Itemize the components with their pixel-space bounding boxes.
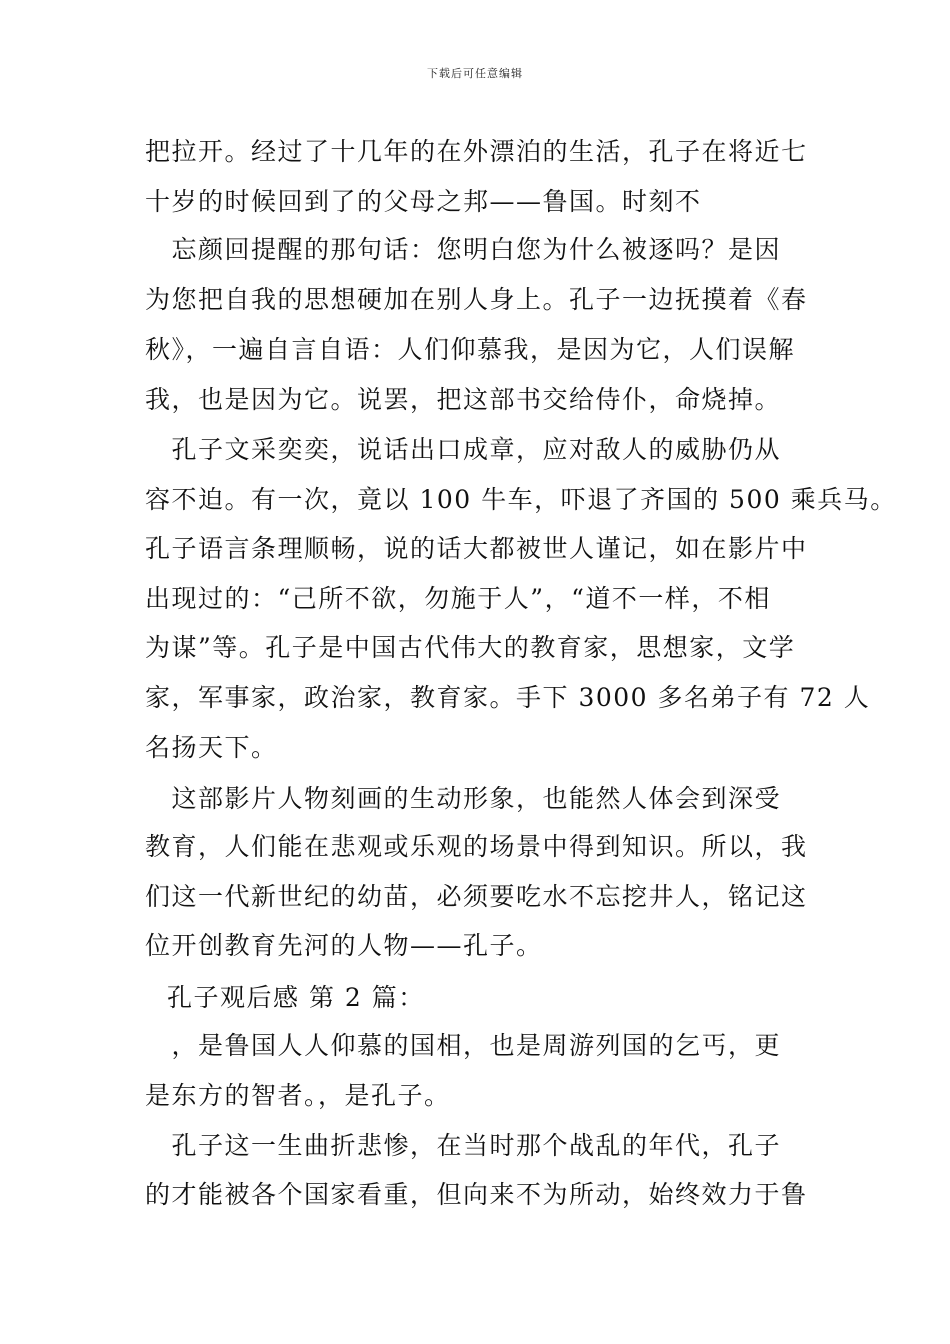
- body-line-13: 名扬天下。: [145, 733, 278, 762]
- body-line-3: 忘颜回提醒的那句话：您明白您为什么被逐吗？是因: [145, 235, 782, 264]
- body-line-8: 容不迫。有一次，竟以 100 牛车，吓退了齐国的 500 乘兵马。: [145, 485, 897, 514]
- body-line-5: 秋》，一遍自言自语：人们仰慕我，是因为它，人们误解: [145, 335, 796, 364]
- body-line-20: 是东方的智者。，是孔子。: [145, 1081, 451, 1110]
- body-line-21: 孔子这一生曲折悲惨，在当时那个战乱的年代，孔子: [145, 1131, 782, 1160]
- body-line-2: 十岁的时候回到了的父母之邦——鲁国。时刻不: [145, 187, 702, 216]
- body-line-14: 这部影片人物刻画的生动形象，也能然人体会到深受: [145, 784, 782, 813]
- page-header-note: 下载后可任意编辑: [427, 67, 523, 80]
- body-line-19: ，是鲁国人人仰慕的国相，也是周游列国的乞丐，更: [145, 1031, 782, 1060]
- body-line-6: 我，也是因为它。说罢，把这部书交给侍仆，命烧掉。: [145, 385, 782, 414]
- body-line-12: 家，军事家，政治家，教育家。手下 3000 多名弟子有 72 人: [145, 683, 871, 712]
- body-line-7: 孔子文采奕奕，说话出口成章，应对敌人的威胁仍从: [145, 435, 782, 464]
- body-line-4: 为您把自我的思想硬加在别人身上。孔子一边抚摸着《春: [145, 285, 808, 314]
- body-line-9: 孔子语言条理顺畅，说的话大都被世人谨记，如在影片中: [145, 534, 808, 563]
- body-line-10: 出现过的：“己所不欲，勿施于人”，“道不一样，不相: [145, 584, 771, 613]
- body-line-17: 位开创教育先河的人物——孔子。: [145, 931, 543, 960]
- body-line-22: 的才能被各个国家看重，但向来不为所动，始终效力于鲁: [145, 1180, 808, 1209]
- section-heading: 孔子观后感 第 2 篇：: [167, 983, 425, 1012]
- body-line-15: 教育，人们能在悲观或乐观的场景中得到知识。所以，我: [145, 832, 808, 861]
- body-line-16: 们这一代新世纪的幼苗，必须要吃水不忘挖井人，铭记这: [145, 882, 808, 911]
- body-line-11: 为谋”等。孔子是中国古代伟大的教育家，思想家，文学: [145, 633, 796, 662]
- body-line-1: 把拉开。经过了十几年的在外漂泊的生活，孔子在将近七: [145, 137, 808, 166]
